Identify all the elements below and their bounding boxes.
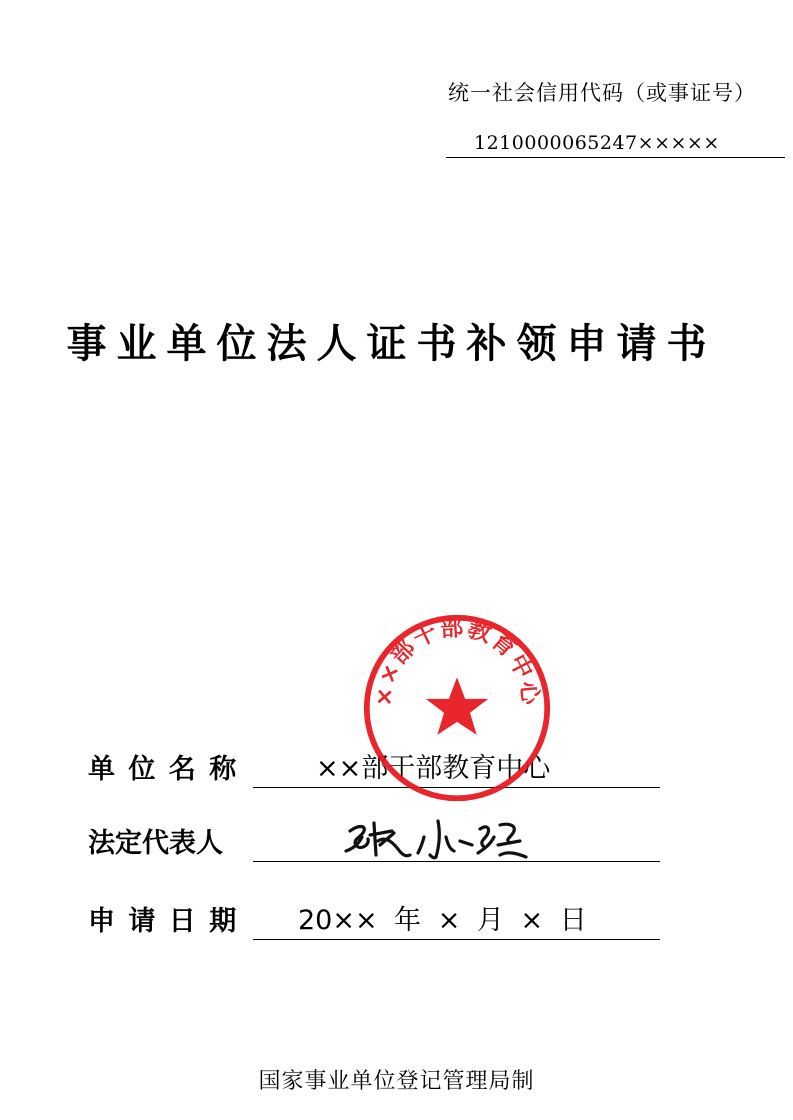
legal-rep-label: 法定代表人 — [88, 828, 223, 859]
apply-date-field — [88, 900, 660, 940]
apply-date-label: 申 请 日 期 — [88, 906, 239, 937]
apply-date-value: 20×× 年 × 月 × 日 — [298, 905, 587, 936]
credit-code-block — [440, 78, 785, 154]
legal-rep-signature — [340, 815, 535, 865]
apply-date-underline — [253, 939, 660, 940]
issuing-authority: 国家事业单位登记管理局制 — [258, 1069, 535, 1094]
unit-name-value: ××部干部教育中心 — [316, 753, 551, 784]
credit-code-label: 统一社会信用代码（或事证号） — [448, 81, 756, 105]
official-seal — [361, 612, 553, 804]
credit-code-value: 1210000065247××××× — [446, 128, 785, 158]
document-title: 事业单位法人证书补领申请书 — [66, 321, 717, 367]
seal-text: ××部干部教育中心 — [371, 614, 544, 708]
unit-name-label: 单 位 名 称 — [88, 754, 239, 785]
